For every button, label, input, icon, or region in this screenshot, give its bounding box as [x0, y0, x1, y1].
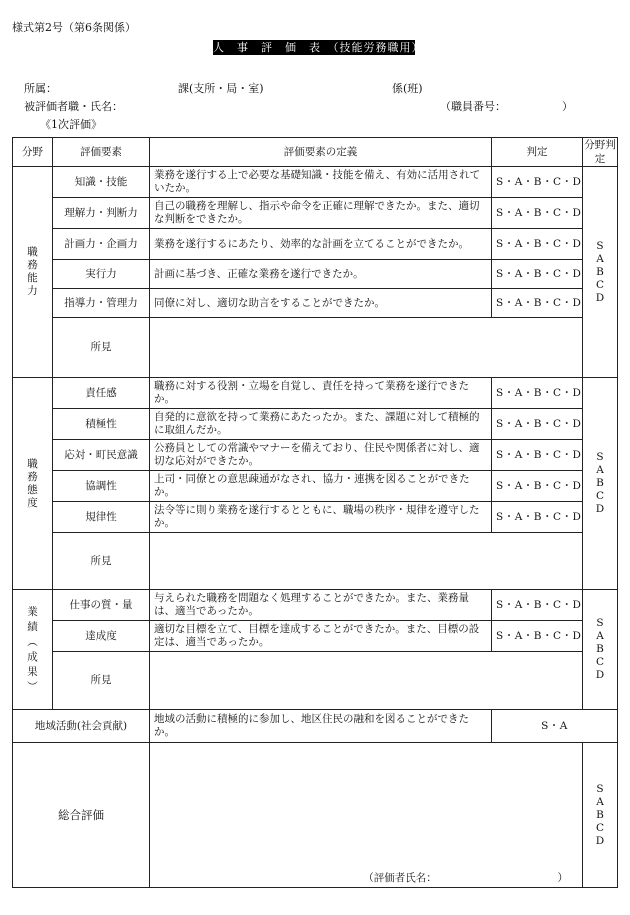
subsection-label: 係(班)	[392, 82, 423, 95]
evaluatee-label: 被評価者職・氏名：	[24, 100, 123, 113]
col-judgement: 判定	[492, 138, 583, 167]
field-grade[interactable]: S A B C D	[583, 590, 618, 710]
element-definition: 自己の職務を理解し、指示や命令を正確に理解できたか。また、適切な判断をできたか。	[150, 198, 492, 229]
element-label: 規律性	[53, 502, 150, 533]
grade-selector[interactable]: S・A・B・C・D	[492, 167, 583, 198]
grade-selector[interactable]: S・A・B・C・D	[492, 471, 583, 502]
remarks-label: 所見	[53, 533, 150, 590]
element-definition: 自発的に意欲を持って業務にあたったか。また、課題に対して積極的に取組んだか。	[150, 409, 492, 440]
element-definition: 法令等に則り業務を遂行するとともに、職場の秩序・規律を遵守したか。	[150, 502, 492, 533]
form-title: 人 事 評 価 表 （技能労務職用）	[213, 41, 424, 54]
element-label: 積極性	[53, 409, 150, 440]
element-label: 実行力	[53, 260, 150, 289]
element-label: 達成度	[53, 621, 150, 652]
element-definition: 公務員としての常識やマナーを備えており、住民や関係者に対し、適切な応対ができたか。	[150, 440, 492, 471]
section-label: 課(支所・局・室)	[178, 82, 264, 95]
section-name-attitude: 職 務 態 度	[13, 378, 53, 590]
col-element: 評価要素	[53, 138, 150, 167]
col-field-judgement: 分野判定	[584, 139, 616, 165]
staff-number-label: （職員番号：	[440, 100, 506, 113]
affiliation-label: 所属：	[24, 82, 57, 95]
element-label: 知識・技能	[53, 167, 150, 198]
grade-selector[interactable]: S・A・B・C・D	[492, 502, 583, 533]
remarks-field[interactable]	[150, 652, 583, 710]
element-label: 応対・町民意識	[53, 440, 150, 471]
element-definition: 同僚に対し、適切な助言をすることができたか。	[150, 289, 492, 318]
community-label: 地域活動(社会貢献)	[13, 710, 150, 743]
remarks-label: 所見	[53, 652, 150, 710]
overall-label: 総合評価	[13, 743, 150, 888]
element-definition: 上司・同僚との意思疎通がなされ、協力・連携を図ることができたか。	[150, 471, 492, 502]
evaluator-signature: （評価者氏名： ）	[363, 872, 568, 884]
element-label: 指導力・管理力	[53, 289, 150, 318]
grade-selector[interactable]: S・A・B・C・D	[492, 229, 583, 260]
community-definition: 地域の活動に積極的に参加し、地区住民の融和を図ることができたか。	[150, 710, 492, 743]
evaluation-phase: 《1次評価》	[40, 118, 102, 131]
col-definition: 評価要素の定義	[150, 138, 492, 167]
section-name-performance: 業 績 ︵ 成 果 ︶	[13, 590, 53, 710]
element-label: 協調性	[53, 471, 150, 502]
grade-selector[interactable]: S・A・B・C・D	[492, 198, 583, 229]
grade-selector[interactable]: S・A・B・C・D	[492, 260, 583, 289]
element-label: 計画力・企画力	[53, 229, 150, 260]
overall-grade[interactable]: S A B C D	[583, 743, 618, 888]
evaluation-table	[12, 137, 618, 888]
element-definition: 適切な目標を立て、目標を達成することができたか。また、目標の設定は、適当であったか。	[150, 621, 492, 652]
field-grade[interactable]: S A B C D	[583, 167, 618, 378]
element-label: 理解力・判断力	[53, 198, 150, 229]
element-definition: 与えられた職務を問題なく処理することができたか。また、業務量は、適当であったか。	[150, 590, 492, 621]
form-number: 様式第2号（第6条関係）	[12, 21, 136, 34]
element-label: 責任感	[53, 378, 150, 409]
grade-selector[interactable]: S・A・B・C・D	[492, 440, 583, 471]
section-name-ability: 職 務 能 力	[13, 167, 53, 378]
col-field: 分野	[13, 138, 53, 167]
element-label: 仕事の質・量	[53, 590, 150, 621]
grade-selector[interactable]: S・A・B・C・D	[492, 590, 583, 621]
community-grade[interactable]: S・A	[492, 710, 618, 743]
element-definition: 業務を遂行する上で必要な基礎知識・技能を備え、有効に活用されていたか。	[150, 167, 492, 198]
grade-selector[interactable]: S・A・B・C・D	[492, 409, 583, 440]
grade-selector[interactable]: S・A・B・C・D	[492, 621, 583, 652]
element-definition: 計画に基づき、正確な業務を遂行できたか。	[150, 260, 492, 289]
element-definition: 業務を遂行するにあたり、効率的な計画を立てることができたか。	[150, 229, 492, 260]
remarks-field[interactable]	[150, 318, 583, 378]
staff-number-close: ）	[562, 100, 573, 113]
field-grade[interactable]: S A B C D	[583, 378, 618, 590]
remarks-field[interactable]	[150, 533, 583, 590]
grade-selector[interactable]: S・A・B・C・D	[492, 378, 583, 409]
overall-comment-field[interactable]	[150, 743, 583, 888]
remarks-label: 所見	[53, 318, 150, 378]
element-definition: 職務に対する役割・立場を自覚し、責任を持って業務を遂行できたか。	[150, 378, 492, 409]
grade-selector[interactable]: S・A・B・C・D	[492, 289, 583, 318]
